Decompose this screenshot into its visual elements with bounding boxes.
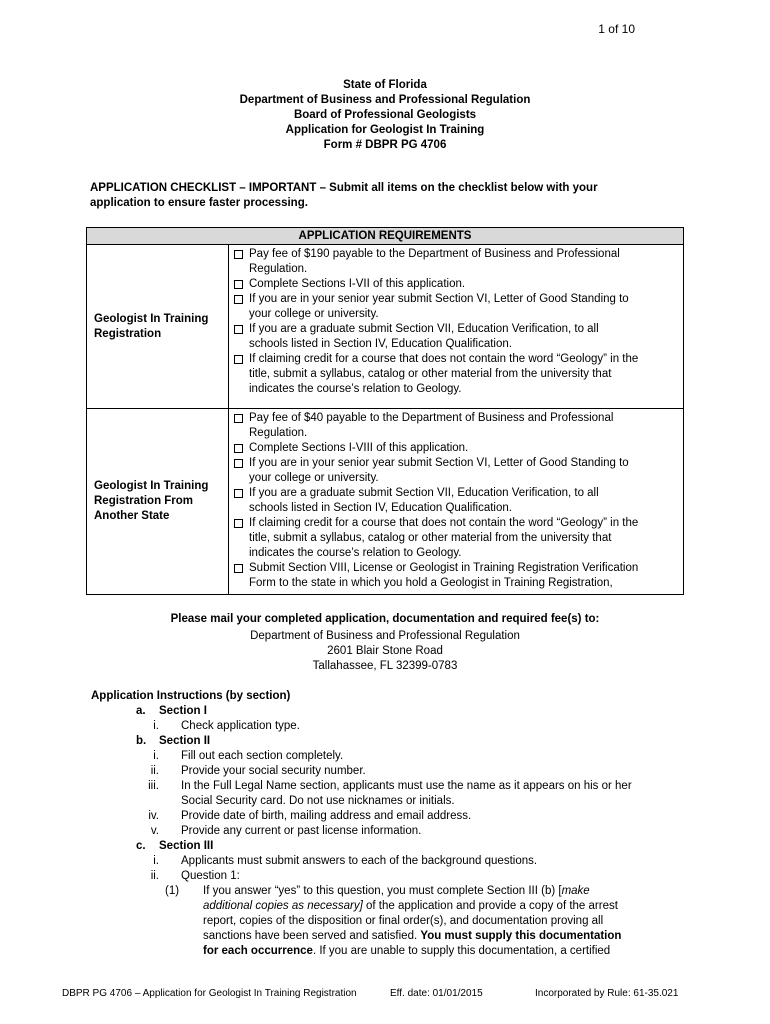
instruction-item	[91, 854, 691, 869]
requirement-item	[229, 456, 679, 486]
checkbox-icon	[234, 250, 243, 259]
item-marker: i.	[153, 855, 159, 867]
instruction-item	[91, 809, 691, 824]
item-text: Question 1:	[181, 870, 240, 882]
checkbox-icon	[234, 295, 243, 304]
item-text: Social Security card. Do not use nicknames or initials.	[181, 795, 455, 807]
requirement-item	[229, 441, 679, 456]
footer-rule: Incorporated by Rule: 61-35.021	[535, 988, 679, 999]
requirement-text: Complete Sections I-VIII of this application.	[249, 442, 469, 454]
item-marker: iv.	[148, 810, 159, 822]
checkbox-icon	[234, 444, 243, 453]
requirement-text: If claiming credit for a course that does not contain the word “Geology” in the	[249, 517, 639, 529]
requirement-item	[229, 352, 679, 397]
checklist-line: application to ensure faster processing.	[90, 197, 308, 209]
text-run: for each occurrence	[203, 945, 313, 957]
instruction-item	[91, 764, 691, 779]
checkbox-icon	[234, 325, 243, 334]
checkbox-icon	[234, 459, 243, 468]
table-row	[87, 409, 683, 594]
text-run: make	[561, 885, 590, 897]
table-row	[87, 245, 683, 409]
requirement-item	[229, 292, 679, 322]
requirement-text: Complete Sections I-VII of this application.	[249, 278, 466, 290]
row-label	[87, 245, 229, 408]
header-department: Department of Business and Professional Regulation	[239, 94, 531, 106]
text-run: . If you are unable to supply this documentation, a certified	[312, 945, 611, 957]
row-label-line: Registration	[94, 327, 162, 340]
instruction-item	[91, 869, 691, 884]
checkbox-icon	[234, 489, 243, 498]
section-heading	[91, 839, 691, 854]
requirement-item	[229, 486, 679, 516]
item-marker: ii.	[150, 765, 159, 777]
item-text: report, copies of the disposition or final order(s), and documentation proving all	[203, 915, 604, 927]
requirement-text: If you are a graduate submit Section VII, Education Verification, to all	[249, 323, 599, 335]
item-marker: i.	[153, 750, 159, 762]
text-run: of the application and provide a copy of the arrest	[362, 900, 618, 912]
address-line: Department of Business and Professional Regulation	[250, 630, 520, 642]
address-line: 2601 Blair Stone Road	[327, 645, 443, 657]
item-text: Applicants must submit answers to each of the background questions.	[181, 855, 538, 867]
item-marker: v.	[150, 825, 159, 837]
instruction-item	[91, 824, 691, 839]
page-number: 1 of 10	[598, 22, 635, 36]
item-text: Provide any current or past license information.	[181, 825, 422, 837]
item-marker: i.	[153, 720, 159, 732]
header-board: Board of Professional Geologists	[293, 109, 477, 121]
instructions-title: Application Instructions (by section)	[91, 690, 291, 702]
requirement-item	[229, 411, 679, 441]
requirement-text: If you are a graduate submit Section VII, Education Verification, to all	[249, 487, 599, 499]
item-text: Check application type.	[181, 720, 300, 732]
checkbox-icon	[234, 564, 243, 573]
requirement-text: Form to the state in which you hold a Geologist in Training Registration,	[249, 577, 613, 589]
header-application: Application for Geologist In Training	[285, 124, 485, 136]
section-heading	[91, 704, 691, 719]
section-title: Section III	[159, 840, 214, 852]
checklist-line: APPLICATION CHECKLIST – IMPORTANT – Submit all items on the checklist below with your	[90, 182, 598, 194]
item-text	[203, 884, 691, 899]
requirement-text: indicates the course’s relation to Geology.	[249, 383, 462, 395]
application-instructions	[91, 689, 691, 959]
requirement-text: If you are in your senior year submit Section VI, Letter of Good Standing to	[249, 457, 629, 469]
text-run: You must supply this documentation	[420, 930, 622, 942]
checklist-notice	[90, 181, 660, 211]
item-marker: (1)	[165, 885, 180, 897]
item-text	[203, 929, 691, 944]
mailing-address-block	[0, 612, 770, 674]
checkbox-icon	[234, 280, 243, 289]
requirements-table	[86, 227, 684, 595]
requirement-text: schools listed in Section IV, Education Qualification.	[249, 338, 512, 350]
row-label-line: Geologist In Training	[94, 312, 209, 325]
table-header: APPLICATION REQUIREMENTS	[87, 228, 683, 245]
footer-effective-date: Eff. date: 01/01/2015	[390, 988, 483, 999]
section-title: Section I	[159, 705, 207, 717]
section-marker: b.	[136, 735, 147, 747]
item-marker: iii.	[148, 780, 159, 792]
checkbox-icon	[234, 519, 243, 528]
text-run: sanctions have been served and satisfied.	[203, 930, 421, 942]
requirement-item	[229, 561, 679, 591]
requirement-text: If you are in your senior year submit Section VI, Letter of Good Standing to	[249, 293, 629, 305]
item-text: Provide your social security number.	[181, 765, 366, 777]
requirement-text: Regulation.	[249, 427, 308, 439]
requirement-item	[229, 322, 679, 352]
row-label-line: Registration From	[94, 495, 194, 507]
footer-form-title: DBPR PG 4706 – Application for Geologist In Training Registration	[62, 988, 357, 999]
instruction-item	[91, 779, 691, 809]
row-label	[87, 409, 229, 594]
requirement-text: title, submit a syllabus, catalog or other material from the university that	[249, 368, 612, 380]
item-text	[203, 899, 691, 914]
requirement-item	[229, 247, 679, 277]
address-line: Tallahassee, FL 32399-0783	[312, 660, 458, 672]
section-heading	[91, 734, 691, 749]
requirement-item	[229, 516, 679, 561]
requirement-text: indicates the course’s relation to Geology.	[249, 547, 462, 559]
section-marker: c.	[136, 840, 146, 852]
mail-heading: Please mail your completed application, documentation and required fee(s) to:	[170, 613, 600, 625]
item-text: Fill out each section completely.	[181, 750, 344, 762]
item-text	[203, 944, 691, 959]
instruction-item	[91, 719, 691, 734]
text-run: additional copies as necessary]	[203, 900, 363, 912]
checkbox-icon	[234, 414, 243, 423]
requirement-text: Submit Section VIII, License or Geologist in Training Registration Verification	[249, 562, 639, 574]
header-state: State of Florida	[343, 79, 427, 91]
item-text: Provide date of birth, mailing address and email address.	[181, 810, 472, 822]
header-form-number: Form # DBPR PG 4706	[323, 139, 447, 151]
form-header	[0, 78, 770, 153]
section-marker: a.	[136, 705, 146, 717]
requirement-text: Pay fee of $190 payable to the Department of Business and Professional	[249, 248, 620, 260]
question-instruction	[91, 884, 691, 959]
requirement-item	[229, 277, 679, 292]
requirement-text: title, submit a syllabus, catalog or other material from the university that	[249, 532, 612, 544]
requirement-text: Pay fee of $40 payable to the Department of Business and Professional	[249, 412, 614, 424]
checkbox-icon	[234, 355, 243, 364]
instruction-item	[91, 749, 691, 764]
item-text: In the Full Legal Name section, applicants must use the name as it appears on his or her	[181, 780, 632, 792]
requirement-text: schools listed in Section IV, Education Qualification.	[249, 502, 512, 514]
row-requirements	[229, 411, 679, 591]
row-label-line: Another State	[94, 510, 170, 522]
section-title: Section II	[159, 735, 211, 747]
row-requirements	[229, 247, 679, 397]
requirement-text: Regulation.	[249, 263, 308, 275]
requirement-text: If claiming credit for a course that does not contain the word “Geology” in the	[249, 353, 639, 365]
requirement-text: your college or university.	[249, 308, 379, 320]
item-marker: ii.	[150, 870, 159, 882]
requirement-text: your college or university.	[249, 472, 379, 484]
text-run: If you answer “yes” to this question, you must complete Section III (b) [	[203, 885, 562, 897]
row-label-line: Geologist In Training	[94, 480, 209, 492]
